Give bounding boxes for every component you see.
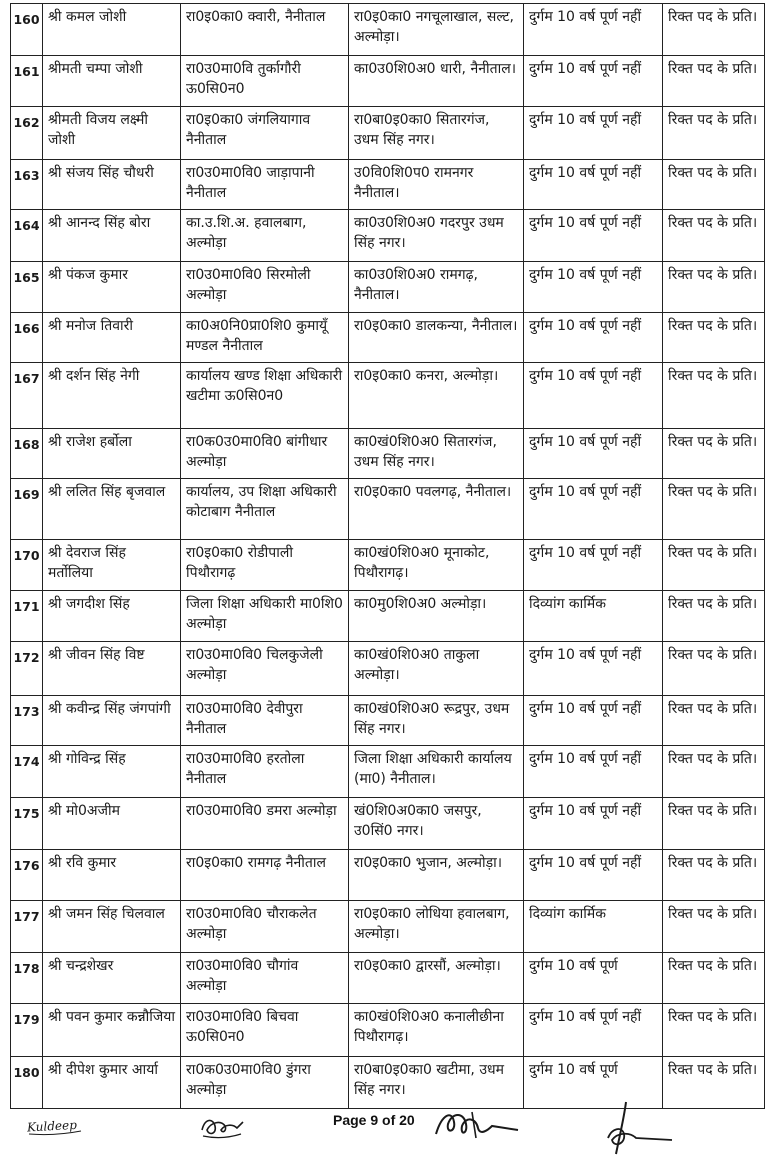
status-cell: रिक्त पद के प्रति।	[663, 313, 765, 363]
status-cell: रिक्त पद के प्रति।	[663, 429, 765, 479]
transfer-to-cell: उ0वि0शि0प0 रामनगर नैनीताल।	[349, 160, 524, 210]
current-posting-cell: का0अ0नि0प्रा0शि0 कुमायूँ मण्डल नैनीताल	[181, 313, 349, 363]
current-posting-cell: कार्यालय, उप शिक्षा अधिकारी कोटाबाग नैनीताल	[181, 479, 349, 540]
table-row	[11, 798, 765, 850]
category-cell: दिव्यांग कार्मिक	[524, 591, 663, 642]
table-row	[11, 540, 765, 591]
employee-name-cell: श्री जीवन सिंह विष्ट	[43, 642, 181, 696]
serial-number-cell: 171	[11, 591, 43, 642]
transfer-to-cell: का0उ0शि0अ0 गदरपुर उधम सिंह नगर।	[349, 210, 524, 262]
table-row	[11, 746, 765, 798]
employee-name-cell: श्री जगदीश सिंह	[43, 591, 181, 642]
status-cell: रिक्त पद के प्रति।	[663, 210, 765, 262]
transfer-to-cell: रा0इ0का0 कनरा, अल्मोड़ा।	[349, 363, 524, 429]
table-row	[11, 160, 765, 210]
current-posting-cell: रा0इ0का0 जंगलियागाव नैनीताल	[181, 107, 349, 160]
table-row	[11, 429, 765, 479]
table-row	[11, 56, 765, 107]
status-cell: रिक्त पद के प्रति।	[663, 56, 765, 107]
serial-number-cell: 170	[11, 540, 43, 591]
current-posting-cell: रा0उ0मा0वि0 चिलकुजेली अल्मोड़ा	[181, 642, 349, 696]
table-row	[11, 850, 765, 901]
current-posting-cell: का.उ.शि.अ. हवालबाग, अल्मोड़ा	[181, 210, 349, 262]
status-cell: रिक्त पद के प्रति।	[663, 850, 765, 901]
employee-name-cell: श्री संजय सिंह चौधरी	[43, 160, 181, 210]
transfer-to-cell: जिला शिक्षा अधिकारी कार्यालय (मा0) नैनीताल।	[349, 746, 524, 798]
status-cell: रिक्त पद के प्रति।	[663, 540, 765, 591]
transfer-to-cell: रा0बा0इ0का0 खटीमा, उधम सिंह नगर।	[349, 1057, 524, 1109]
serial-number-cell: 166	[11, 313, 43, 363]
employee-name-cell: श्री आनन्द सिंह बोरा	[43, 210, 181, 262]
employee-name-cell: श्री गोविन्द्र सिंह	[43, 746, 181, 798]
employee-name-cell: श्री पंकज कुमार	[43, 262, 181, 313]
transfer-to-cell: रा0इ0का0 लोधिया हवालबाग, अल्मोड़ा।	[349, 901, 524, 953]
employee-name-cell: श्री ललित सिंह बृजवाल	[43, 479, 181, 540]
transfer-to-cell: रा0इ0का0 भुजान, अल्मोड़ा।	[349, 850, 524, 901]
current-posting-cell: जिला शिक्षा अधिकारी मा0शि0 अल्मोड़ा	[181, 591, 349, 642]
employee-name-cell: श्री कमल जोशी	[43, 4, 181, 56]
status-cell: रिक्त पद के प्रति।	[663, 262, 765, 313]
transfer-table	[10, 3, 765, 1109]
serial-number-cell: 179	[11, 1004, 43, 1057]
employee-name-cell: श्री जमन सिंह चिलवाल	[43, 901, 181, 953]
table-row	[11, 591, 765, 642]
employee-name-cell: श्री पवन कुमार कन्नौजिया	[43, 1004, 181, 1057]
category-cell: दुर्गम 10 वर्ष पूर्ण नहीं	[524, 642, 663, 696]
employee-name-cell: श्री दर्शन सिंह नेगी	[43, 363, 181, 429]
status-cell: रिक्त पद के प्रति।	[663, 953, 765, 1004]
table-row	[11, 696, 765, 746]
serial-number-cell: 172	[11, 642, 43, 696]
status-cell: रिक्त पद के प्रति।	[663, 160, 765, 210]
current-posting-cell: रा0उ0मा0वि0 चौगांव अल्मोड़ा	[181, 953, 349, 1004]
page-footer	[0, 1098, 774, 1169]
employee-name-cell: श्री कवीन्द्र सिंह जंगपांगी	[43, 696, 181, 746]
employee-name-cell: श्री मो0अजीम	[43, 798, 181, 850]
employee-name-cell: श्री मनोज तिवारी	[43, 313, 181, 363]
status-cell: रिक्त पद के प्रति।	[663, 798, 765, 850]
current-posting-cell: रा0उ0मा0वि0 देवीपुरा नैनीताल	[181, 696, 349, 746]
serial-number-cell: 178	[11, 953, 43, 1004]
category-cell: दुर्गम 10 वर्ष पूर्ण नहीं	[524, 798, 663, 850]
employee-name-cell: श्री चन्द्रशेखर	[43, 953, 181, 1004]
transfer-to-cell: का0उ0शि0अ0 धारी, नैनीताल।	[349, 56, 524, 107]
signature-3	[432, 1104, 522, 1144]
status-cell: रिक्त पद के प्रति।	[663, 696, 765, 746]
category-cell: दुर्गम 10 वर्ष पूर्ण नहीं	[524, 56, 663, 107]
table-row	[11, 1004, 765, 1057]
serial-number-cell: 176	[11, 850, 43, 901]
transfer-to-cell: खं0शि0अ0का0 जसपुर, उ0सिं0 नगर।	[349, 798, 524, 850]
category-cell: दुर्गम 10 वर्ष पूर्ण नहीं	[524, 540, 663, 591]
table-row	[11, 363, 765, 429]
status-cell: रिक्त पद के प्रति।	[663, 363, 765, 429]
serial-number-cell: 163	[11, 160, 43, 210]
status-cell: रिक्त पद के प्रति।	[663, 1004, 765, 1057]
table-row	[11, 313, 765, 363]
serial-number-cell: 175	[11, 798, 43, 850]
table-row	[11, 4, 765, 56]
category-cell: दुर्गम 10 वर्ष पूर्ण नहीं	[524, 696, 663, 746]
status-cell: रिक्त पद के प्रति।	[663, 107, 765, 160]
transfer-to-cell: का0खं0शि0अ0 मूनाकोट, पिथौरागढ़।	[349, 540, 524, 591]
current-posting-cell: रा0इ0का0 क्वारी, नैनीताल	[181, 4, 349, 56]
current-posting-cell: रा0क0उ0मा0वि0 डुंगरा अल्मोड़ा	[181, 1057, 349, 1109]
table-row	[11, 642, 765, 696]
transfer-table-body	[11, 4, 765, 1109]
status-cell: रिक्त पद के प्रति।	[663, 4, 765, 56]
serial-number-cell: 177	[11, 901, 43, 953]
serial-number-cell: 160	[11, 4, 43, 56]
serial-number-cell: 169	[11, 479, 43, 540]
status-cell: रिक्त पद के प्रति।	[663, 901, 765, 953]
serial-number-cell: 174	[11, 746, 43, 798]
signature-2	[197, 1112, 247, 1142]
employee-name-cell: श्री देवराज सिंह मर्तोलिया	[43, 540, 181, 591]
serial-number-cell: 165	[11, 262, 43, 313]
employee-name-cell: श्रीमती चम्पा जोशी	[43, 56, 181, 107]
page-number: Page 9 of 20	[333, 1112, 415, 1128]
transfer-to-cell: का0मु0शि0अ0 अल्मोड़ा।	[349, 591, 524, 642]
current-posting-cell: रा0इ0का0 रामगढ़ नैनीताल	[181, 850, 349, 901]
category-cell: दुर्गम 10 वर्ष पूर्ण नहीं	[524, 262, 663, 313]
current-posting-cell: रा0इ0का0 रोडीपाली पिथौरागढ़	[181, 540, 349, 591]
category-cell: दिव्यांग कार्मिक	[524, 901, 663, 953]
employee-name-cell: श्रीमती विजय लक्ष्मी जोशी	[43, 107, 181, 160]
serial-number-cell: 162	[11, 107, 43, 160]
transfer-to-cell: रा0बा0इ0का0 सितारगंज, उधम सिंह नगर।	[349, 107, 524, 160]
transfer-list-sheet	[10, 3, 764, 1109]
status-cell: रिक्त पद के प्रति।	[663, 479, 765, 540]
table-row	[11, 953, 765, 1004]
table-row	[11, 901, 765, 953]
table-row	[11, 210, 765, 262]
serial-number-cell: 164	[11, 210, 43, 262]
status-cell: रिक्त पद के प्रति।	[663, 642, 765, 696]
serial-number-cell: 161	[11, 56, 43, 107]
table-row	[11, 479, 765, 540]
transfer-to-cell: का0खं0शि0अ0 कनालीछीना पिथौरागढ़।	[349, 1004, 524, 1057]
category-cell: दुर्गम 10 वर्ष पूर्ण नहीं	[524, 313, 663, 363]
table-row	[11, 262, 765, 313]
category-cell: दुर्गम 10 वर्ष पूर्ण नहीं	[524, 210, 663, 262]
current-posting-cell: रा0क0उ0मा0वि0 बांगीधार अल्मोड़ा	[181, 429, 349, 479]
employee-name-cell: श्री रवि कुमार	[43, 850, 181, 901]
signature-4	[598, 1098, 678, 1164]
status-cell: रिक्त पद के प्रति।	[663, 1057, 765, 1109]
employee-name-cell: श्री दीपेश कुमार आर्या	[43, 1057, 181, 1109]
category-cell: दुर्गम 10 वर्ष पूर्ण नहीं	[524, 429, 663, 479]
serial-number-cell: 173	[11, 696, 43, 746]
category-cell: दुर्गम 10 वर्ष पूर्ण नहीं	[524, 4, 663, 56]
category-cell: दुर्गम 10 वर्ष पूर्ण नहीं	[524, 363, 663, 429]
transfer-to-cell: का0उ0शि0अ0 रामगढ़, नैनीताल।	[349, 262, 524, 313]
transfer-to-cell: का0खं0शि0अ0 सितारगंज, उधम सिंह नगर।	[349, 429, 524, 479]
current-posting-cell: रा0उ0मा0वि0 सिरमोली अल्मोड़ा	[181, 262, 349, 313]
serial-number-cell: 167	[11, 363, 43, 429]
category-cell: दुर्गम 10 वर्ष पूर्ण	[524, 1057, 663, 1109]
current-posting-cell: कार्यालय खण्ड शिक्षा अधिकारी खटीमा ऊ0सि0न0	[181, 363, 349, 429]
transfer-to-cell: रा0इ0का0 डालकन्या, नैनीताल।	[349, 313, 524, 363]
employee-name-cell: श्री राजेश हर्बोला	[43, 429, 181, 479]
transfer-to-cell: रा0इ0का0 द्वारसौं, अल्मोड़ा।	[349, 953, 524, 1004]
signature-1-text: Kuldeep	[26, 1117, 78, 1135]
category-cell: दुर्गम 10 वर्ष पूर्ण नहीं	[524, 107, 663, 160]
category-cell: दुर्गम 10 वर्ष पूर्ण नहीं	[524, 160, 663, 210]
category-cell: दुर्गम 10 वर्ष पूर्ण नहीं	[524, 479, 663, 540]
current-posting-cell: रा0उ0मा0वि0 जाड़ापानी नैनीताल	[181, 160, 349, 210]
serial-number-cell: 180	[11, 1057, 43, 1109]
category-cell: दुर्गम 10 वर्ष पूर्ण	[524, 953, 663, 1004]
status-cell: रिक्त पद के प्रति।	[663, 591, 765, 642]
current-posting-cell: रा0उ0मा0वि0 डमरा अल्मोड़ा	[181, 798, 349, 850]
transfer-to-cell: का0खं0शि0अ0 ताकुला अल्मोड़ा।	[349, 642, 524, 696]
current-posting-cell: रा0उ0मा0वि तुर्कागौरी ऊ0सि0न0	[181, 56, 349, 107]
signature-1	[25, 1114, 85, 1138]
status-cell: रिक्त पद के प्रति।	[663, 746, 765, 798]
transfer-to-cell: का0खं0शि0अ0 रूद्रपुर, उधम सिंह नगर।	[349, 696, 524, 746]
transfer-to-cell: रा0इ0का0 पवलगढ़, नैनीताल।	[349, 479, 524, 540]
category-cell: दुर्गम 10 वर्ष पूर्ण नहीं	[524, 746, 663, 798]
current-posting-cell: रा0उ0मा0वि0 चौराकलेत अल्मोड़ा	[181, 901, 349, 953]
category-cell: दुर्गम 10 वर्ष पूर्ण नहीं	[524, 850, 663, 901]
current-posting-cell: रा0उ0मा0वि0 बिचवा ऊ0सि0न0	[181, 1004, 349, 1057]
table-row	[11, 107, 765, 160]
transfer-to-cell: रा0इ0का0 नगचूलाखाल, सल्ट, अल्मोड़ा।	[349, 4, 524, 56]
current-posting-cell: रा0उ0मा0वि0 हरतोला नैनीताल	[181, 746, 349, 798]
category-cell: दुर्गम 10 वर्ष पूर्ण नहीं	[524, 1004, 663, 1057]
serial-number-cell: 168	[11, 429, 43, 479]
